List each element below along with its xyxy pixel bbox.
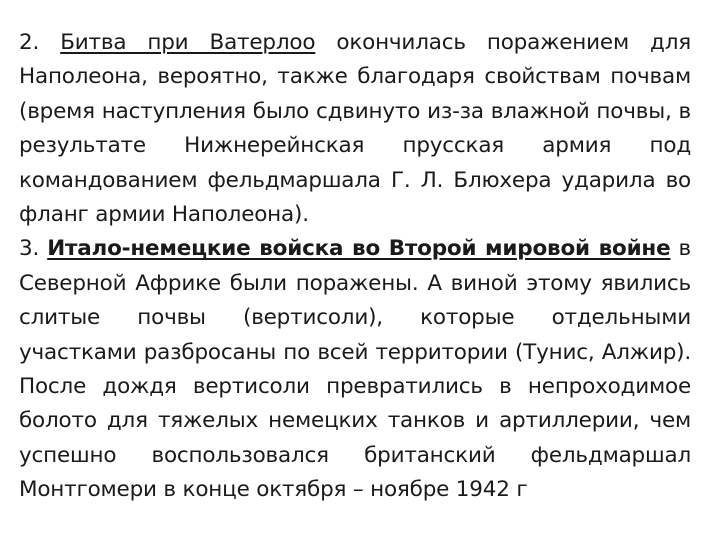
paragraph-north-africa	[19, 232, 691, 507]
paragraph-heading-waterloo: Битва при Ватерлоо	[60, 30, 316, 55]
text-block	[19, 26, 691, 508]
paragraph-waterloo	[19, 26, 691, 232]
paragraph-body-north-africa: в Северной Африке были поражены. А виной этому явились слитые почвы (вертисоли), которые отдельными участками разбросаны по всей территории (Тунис, Алжир). После дождя вертисоли превратились в непроходимое болото для тяжелых немецких танков и артиллерии, чем успешно воспользовался британский фельдмаршал Монтгомери в конце октября – ноябре 1942 г	[19, 236, 692, 503]
paragraph-number: 2.	[19, 30, 40, 55]
paragraph-body-waterloo: окончилась поражением для Наполеона, вероятно, также благодаря свойствам почвам (время наступления было сдвинуто из-за влажной почвы, в результате Нижнерейнская прусская армия под командованием фельдмаршала Г. Л. Блюхера ударила во фланг армии Наполеона).	[19, 30, 691, 228]
paragraph-number: 3.	[19, 236, 40, 262]
paragraph-heading-north-africa: Итало-немецкие войска во Второй мировой войне	[47, 236, 671, 262]
